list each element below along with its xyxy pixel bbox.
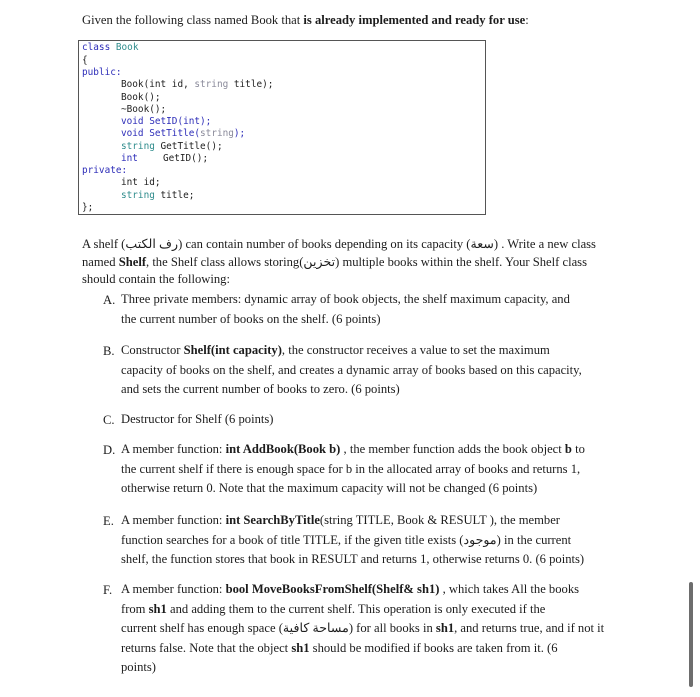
code-line-13 xyxy=(121,190,194,202)
item-f-line-1 xyxy=(121,580,626,600)
code-text: title); xyxy=(228,79,274,90)
item-f-line-5: points) xyxy=(121,660,156,674)
text: (string TITLE, Book & RESULT ), the member xyxy=(319,513,560,527)
bold-text: Shelf(int capacity) xyxy=(183,343,282,357)
bold-text: sh1 xyxy=(148,601,167,616)
code-type: string xyxy=(200,128,234,139)
item-f-line-2 xyxy=(121,600,626,620)
item-f-line-3 xyxy=(121,619,626,639)
text: Constructor xyxy=(121,343,184,357)
item-d-body xyxy=(121,440,626,499)
code-keyword: class xyxy=(82,42,111,53)
bold-text: int SearchByTitle xyxy=(225,513,320,527)
item-b-line-1 xyxy=(121,341,626,361)
bold-text: b xyxy=(564,442,572,456)
shelf-desc-line-3: should contain the following: xyxy=(82,272,230,286)
item-b-line-2: capacity of books on the shelf, and creates a dynamic array of books based on this capacity, xyxy=(121,362,582,377)
item-e-letter: E. xyxy=(103,514,114,528)
text: from xyxy=(121,601,149,616)
item-b-line-3: and sets the current number of books to zero. (6 points) xyxy=(121,382,400,396)
item-c-letter: C. xyxy=(103,413,115,427)
intro-sentence xyxy=(82,12,682,28)
vertical-scrollbar[interactable] xyxy=(689,582,693,687)
item-b-letter: B. xyxy=(103,344,115,358)
code-line-6: ~Book(); xyxy=(121,104,167,115)
text: , the Shelf class allows storing(تخزين) multiple books within the shelf. Your Shelf class xyxy=(146,254,587,269)
intro-bold-text: is already implemented and ready for use xyxy=(303,13,526,27)
code-text: title; xyxy=(154,190,195,201)
item-f-line-4 xyxy=(121,639,626,659)
item-e-line-2: function searches for a book of title TITLE, if the given title exists (موجود) in the current xyxy=(121,532,572,547)
text: and adding them to the current shelf. This operation is only executed if the xyxy=(166,601,546,616)
code-class-name: Book xyxy=(115,42,139,53)
code-text: GetID(); xyxy=(162,153,209,164)
code-line-9 xyxy=(121,141,223,153)
text: A member function: xyxy=(121,442,226,456)
text: returns false. Note that the object xyxy=(121,640,292,655)
item-a-line-2: the current number of books on the shelf. (6 points) xyxy=(121,311,381,326)
code-text: ); xyxy=(233,128,246,139)
code-type: string xyxy=(194,79,229,90)
code-type: int xyxy=(121,153,138,164)
item-e-body xyxy=(121,511,626,570)
code-line-2: { xyxy=(82,55,88,66)
code-line-10 xyxy=(121,153,208,165)
text: , and returns true, and if not it xyxy=(454,621,605,635)
code-text: void SetTitle( xyxy=(121,128,201,139)
bold-text: Shelf xyxy=(118,254,147,269)
code-line-5: Book(); xyxy=(121,92,161,103)
book-class-code-box xyxy=(78,40,486,215)
item-a-body xyxy=(121,290,626,329)
item-c-line-1: Destructor for Shelf (6 points) xyxy=(121,412,274,426)
bold-text: sh1 xyxy=(291,640,310,655)
text: A member function: xyxy=(121,513,226,527)
text: to xyxy=(571,442,585,456)
text: , which takes All the books xyxy=(439,582,580,596)
code-line-14: }; xyxy=(82,202,94,213)
text: A member function: xyxy=(121,582,226,596)
code-line-4 xyxy=(121,79,273,91)
code-text: Book(int id, xyxy=(121,79,195,90)
code-line-7: void SetID(int); xyxy=(121,116,212,127)
item-f-letter: F. xyxy=(103,583,113,597)
bold-text: sh1 xyxy=(435,621,455,635)
shelf-desc-line-1: A shelf (رف الكتب) can contain number of books depending on its capacity (سعة) . Write a new class xyxy=(82,237,596,251)
code-line-3: public: xyxy=(82,67,122,78)
item-f-body xyxy=(121,580,626,678)
intro-colon: : xyxy=(525,13,529,27)
item-a-letter: A. xyxy=(103,293,116,307)
code-text: GetTitle(); xyxy=(154,141,223,152)
text: current shelf has enough space (مساحة كافية) for all books in xyxy=(121,621,436,635)
code-type: string xyxy=(121,190,155,201)
bold-text: bool MoveBooksFromShelf(Shelf& sh1) xyxy=(225,582,440,596)
text: , the constructor receives a value to set the maximum xyxy=(281,343,550,357)
text: should be modified if books are taken from it. (6 xyxy=(309,640,558,655)
code-line-1 xyxy=(82,42,138,54)
item-e-line-1 xyxy=(121,511,626,531)
code-line-12: int id; xyxy=(121,177,161,188)
text: , the member function adds the book object xyxy=(340,442,565,456)
intro-text: Given the following class named Book that xyxy=(82,13,304,27)
code-type: string xyxy=(121,141,155,152)
item-d-letter: D. xyxy=(103,443,116,457)
item-e-line-3: shelf, the function stores that book in RESULT and returns 1, otherwise returns 0. (6 points) xyxy=(121,552,585,566)
item-d-line-3: otherwise return 0. Note that the maximum capacity will not be changed (6 points) xyxy=(121,481,538,495)
item-b-body xyxy=(121,341,626,400)
shelf-description xyxy=(82,236,622,289)
item-a-line-1: Three private members: dynamic array of book objects, the shelf maximum capacity, and xyxy=(121,292,570,306)
item-d-line-1 xyxy=(121,440,626,460)
code-line-11: private: xyxy=(82,165,128,176)
text: named xyxy=(82,254,119,269)
code-line-8 xyxy=(121,128,245,140)
item-d-line-2: the current shelf if there is enough space for b in the allocated array of books and returns 1, xyxy=(121,461,581,476)
shelf-desc-line-2 xyxy=(82,254,622,272)
item-c-body xyxy=(121,410,626,430)
bold-text: int AddBook(Book b) xyxy=(225,442,341,456)
